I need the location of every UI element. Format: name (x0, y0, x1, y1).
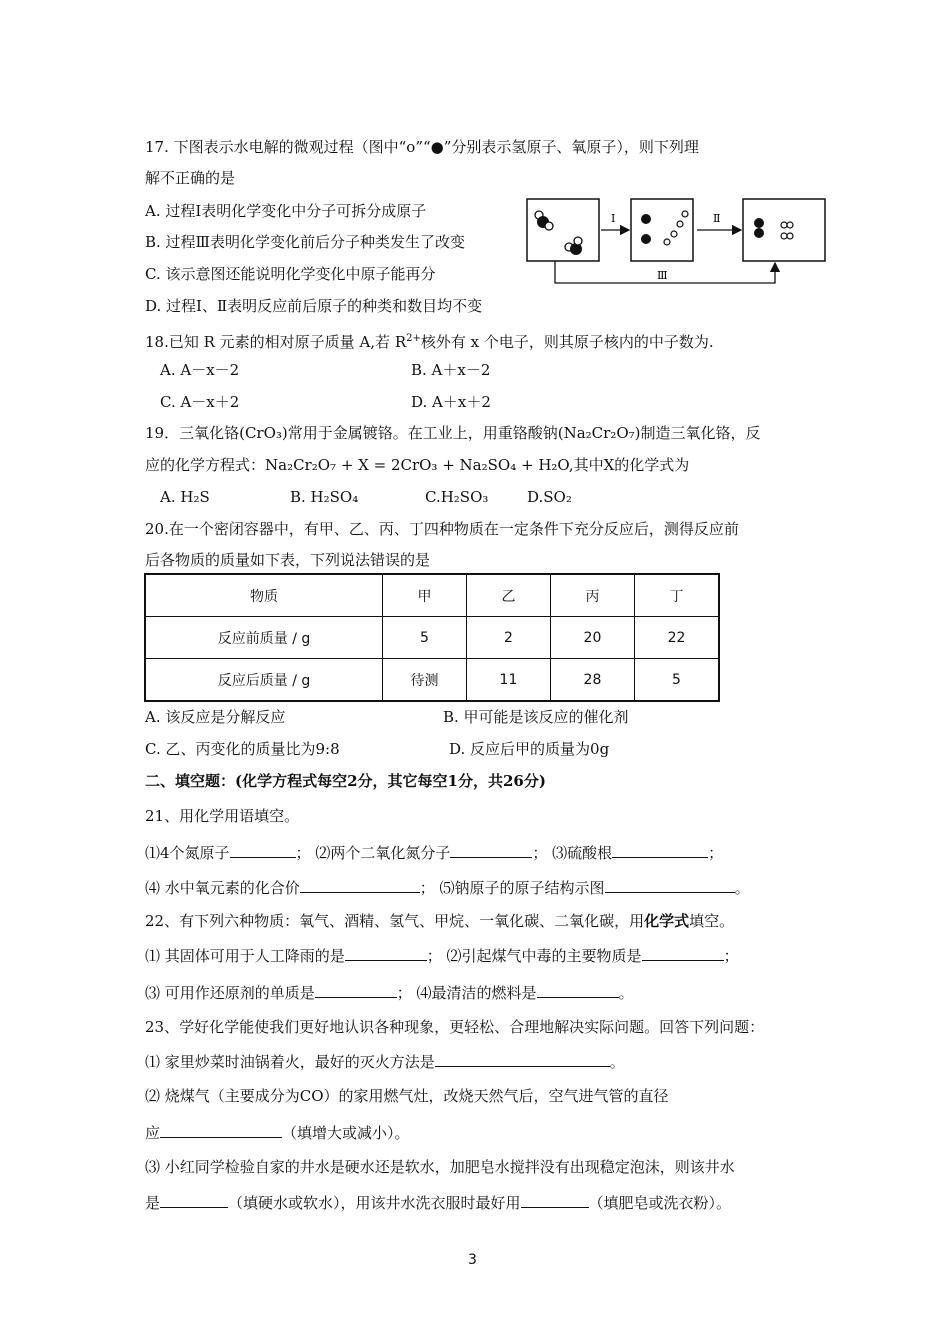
answer-blank[interactable] (160, 1122, 282, 1138)
section-title: 二、填空题：(化学方程式每空2分，其它每空1分，共26分) (145, 772, 546, 790)
q17-option-a: A. 过程Ⅰ表明化学变化中分子可拆分成原子 (145, 202, 427, 220)
q20-stem-line2: 后各物质的质量如下表，下列说法错误的是 (145, 551, 431, 569)
q17-option-b: B. 过程Ⅲ表明化学变化前后分子种类发生了改变 (145, 233, 466, 251)
table-cell: 5 (634, 659, 719, 702)
table-header: 乙 (466, 574, 550, 617)
answer-blank[interactable] (230, 842, 296, 858)
answer-blank[interactable] (612, 842, 708, 858)
table-cell: 5 (383, 617, 467, 659)
q19-option-b: B. H₂SO₄ (290, 488, 359, 506)
q23-line2: ⑵ 烧煤气（主要成分为CO）的家用燃气灶，改烧天然气后，空气进气管的直径 (145, 1087, 669, 1105)
q20-option-d: D. 反应后甲的质量为0g (449, 740, 610, 758)
table-header: 丁 (634, 574, 719, 617)
q20-option-b: B. 甲可能是该反应的催化剂 (443, 708, 629, 726)
q17-stem-line1: 17. 下图表示水电解的微观过程（图中“o”“●”分别表示氢原子、氧原子），则下列理 (145, 138, 699, 156)
label-process-1: Ⅰ (611, 212, 616, 225)
table-row (145, 659, 719, 702)
table-cell: 反应后质量 / g (145, 659, 383, 702)
answer-blank[interactable] (435, 1051, 610, 1067)
q18-option-c: C. A－x＋2 (160, 393, 240, 411)
q23-line5: 是 （填硬水或软水），用该井水洗衣服时最好用 （填肥皂或洗衣粉）。 (145, 1194, 732, 1212)
q18-option-d: D. A＋x＋2 (411, 393, 491, 411)
q23-line1: ⑴ 家里炒菜时油锅着火，最好的灭火方法是 。 (145, 1053, 625, 1071)
q19-option-a: A. H₂S (160, 488, 210, 506)
answer-blank[interactable] (605, 877, 735, 893)
table-cell: 28 (550, 659, 634, 702)
q21-line2: ⑷ 水中氧元素的化合价 ； ⑸钠原子的原子结构示图 。 (145, 879, 750, 897)
table-header: 物质 (145, 574, 383, 617)
q17-option-d: D. 过程Ⅰ、Ⅱ表明反应前后原子的种类和数目均不变 (145, 297, 483, 315)
q17-stem-line2: 解不正确的是 (145, 169, 236, 187)
q22-line2: ⑶ 可用作还原剂的单质是 ； ⑷最清洁的燃料是 。 (145, 984, 634, 1002)
answer-blank[interactable] (642, 945, 724, 961)
answer-blank[interactable] (160, 1192, 228, 1208)
q18-option-b: B. A＋x－2 (411, 361, 491, 379)
table-cell: 2 (466, 617, 550, 659)
answer-blank[interactable] (345, 945, 427, 961)
q19-option-c: C.H₂SO₃ (425, 488, 489, 506)
q17-option-c: C. 该示意图还能说明化学变化中原子能再分 (145, 265, 436, 283)
q18-stem: 18.已知 R 元素的相对原子质量 A,若 $R^{2+}$核外有 x 个电子，则其原子核内的中子数为. (145, 333, 714, 351)
q19-stem-line2: 应的化学方程式：Na₂Cr₂O₇ + X = 2CrO₃ + Na₂SO₄ + H₂O,其中X的化学式为 (145, 456, 690, 474)
answer-blank[interactable] (315, 982, 397, 998)
q21-stem: 21、用化学用语填空。 (145, 807, 300, 825)
table-cell: 11 (466, 659, 550, 702)
mass-table (144, 573, 720, 702)
table-cell: 22 (634, 617, 719, 659)
table-cell: 20 (550, 617, 634, 659)
q23-line4: ⑶ 小红同学检验自家的井水是硬水还是软水，加肥皂水搅拌没有出现稳定泡沫，则该井水 (145, 1158, 735, 1176)
box-water (527, 199, 599, 261)
label-process-3: Ⅲ (657, 269, 668, 282)
q23-stem: 23、学好化学能使我们更好地认识各种现象，更轻松、合理地解决实际问题。回答下列问题： (145, 1018, 765, 1036)
electrolysis-diagram (525, 197, 827, 315)
q19-stem-line1: 19．三氧化铬(CrO₃)常用于金属镀铬。在工业上，用重铬酸钠(Na₂Cr₂O₇)制造三氧化铬，反 (145, 424, 761, 442)
answer-blank[interactable] (300, 877, 420, 893)
answer-blank[interactable] (521, 1192, 589, 1208)
q23-line3: 应 （填增大或减小）。 (145, 1124, 410, 1142)
label-process-2: Ⅱ (713, 212, 721, 225)
q22-stem: 22、有下列六种物质：氧气、酒精、氢气、甲烷、一氧化碳、二氧化碳，用化学式填空。 (145, 912, 735, 930)
q18-option-a: A. A－x－2 (160, 361, 240, 379)
table-cell: 待测 (383, 659, 467, 702)
q21-line1: ⑴4个氮原子 ； ⑵两个二氧化氮分子 ； ⑶硫酸根 ； (145, 844, 724, 862)
q19-option-d: D.SO₂ (527, 488, 572, 506)
answer-blank[interactable] (450, 842, 532, 858)
q20-stem-line1: 20.在一个密闭容器中，有甲、乙、丙、丁四种物质在一定条件下充分反应后，测得反应前 (145, 520, 739, 538)
box-atoms (631, 199, 693, 261)
table-header: 丙 (550, 574, 634, 617)
q22-line1: ⑴ 其固体可用于人工降雨的是 ； ⑵引起煤气中毒的主要物质是 ； (145, 947, 739, 965)
page-number: 3 (468, 1252, 477, 1268)
table-row (145, 574, 719, 617)
table-header: 甲 (383, 574, 467, 617)
table-cell: 反应前质量 / g (145, 617, 383, 659)
q20-option-c: C. 乙、丙变化的质量比为9:8 (145, 740, 340, 758)
q20-option-a: A. 该反应是分解反应 (145, 708, 286, 726)
table-row (145, 617, 719, 659)
answer-blank[interactable] (537, 982, 619, 998)
